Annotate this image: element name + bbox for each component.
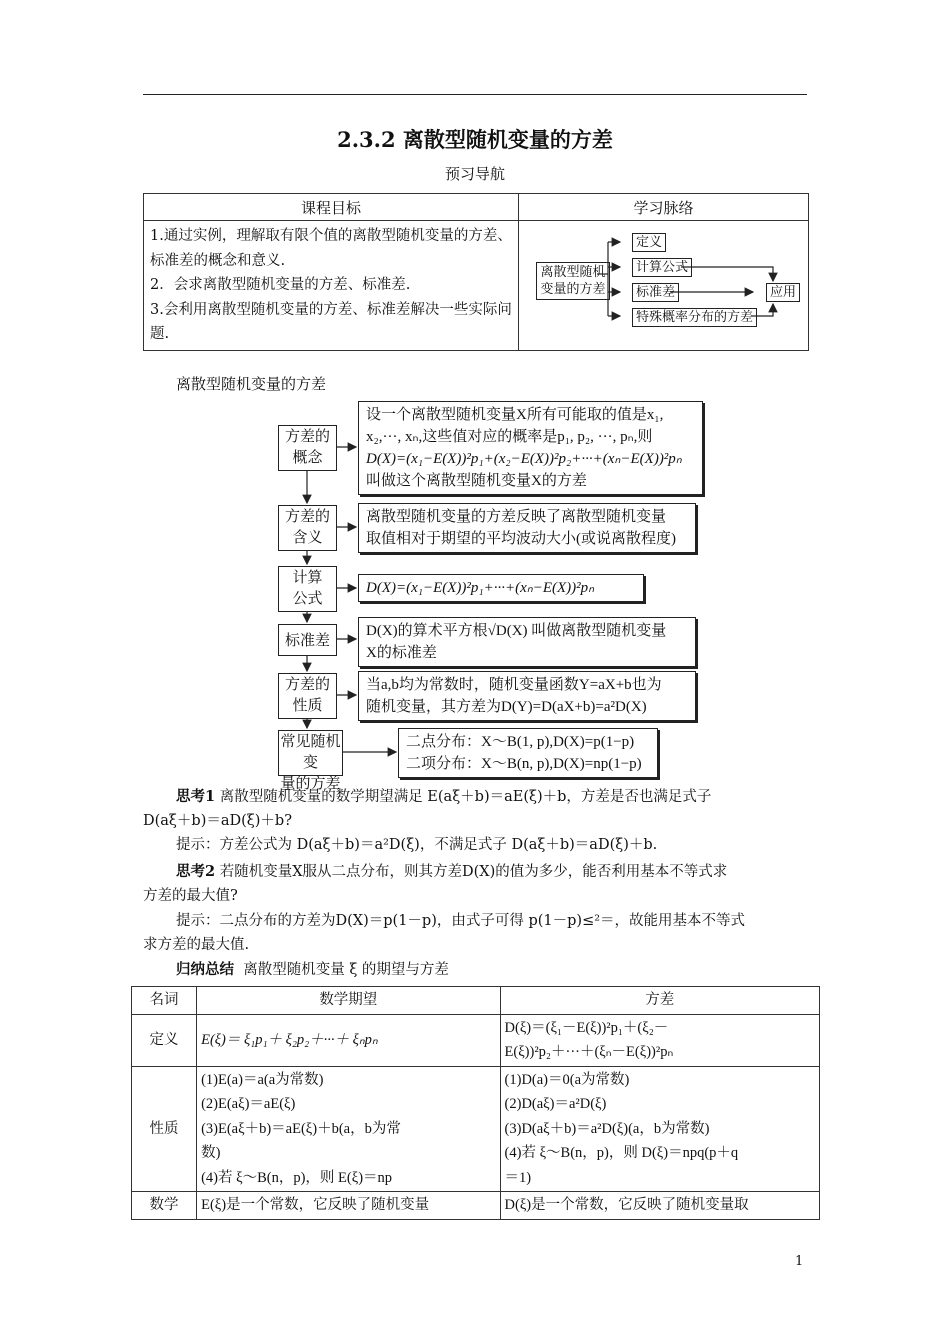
meaning-box: 离散型随机变量的方差反映了离散型随机变量 取值相对于期望的平均波动大小(或说离散程度): [358, 503, 696, 553]
table-row: 数学 E(ξ)是一个常数，它反映了随机变量 D(ξ)是一个常数，它反映了随机变量取: [132, 1192, 820, 1220]
concept-box: 设一个离散型随机变量X所有可能取的值是x₁, x₂,···, xₙ,这些值对应的概率是p₁, p₂, ···, pₙ,则 D(X)=(x₁−E(X))²p₁+(x₂−E(X))²p₂+···+(xₙ−E(X))²pₙ 叫做这个离散型随机变量X的方差: [358, 401, 703, 495]
flow-label-formula: 计算 公式: [278, 566, 337, 612]
flow-label-std: 标准差: [278, 624, 337, 656]
flow-label-common: 常见随机变 量的方差: [278, 730, 343, 776]
header-goals: 课程目标: [144, 194, 519, 221]
goal-3: 3.会利用离散型随机变量的方差、标准差解决一些实际问题.: [150, 301, 512, 342]
map-item-std: 标准差: [632, 283, 679, 302]
think1-hint: 提示：方差公式为 D(aξ＋b)＝a²D(ξ)，不满足式子 D(aξ＋b)＝aD(ξ)＋b.: [176, 837, 658, 853]
goal-1: 1.通过实例，理解取有限个值的离散型随机变量的方差、标准差的概念和意义.: [150, 228, 512, 269]
map-root: 离散型随机 变量的方差: [536, 262, 610, 300]
think2-question: 思考2 若随机变量X服从二点分布，则其方差D(X)的值为多少，能否利用基本不等式求 方差的最大值?: [143, 863, 728, 904]
std-box: D(X)的算术平方根√D(X) 叫做离散型随机变量 X的标准差: [358, 617, 696, 667]
page-number: 1: [795, 1254, 804, 1269]
summary-table: [131, 986, 820, 1220]
col-header-term: 名词: [132, 987, 197, 1015]
formula-box: D(X)=(x₁−E(X))²p₁+···+(xₙ−E(X))²pₙ: [358, 574, 644, 602]
flow-label-concept: 方差的 概念: [278, 425, 337, 471]
col-header-expectation: 数学期望: [197, 987, 500, 1015]
summary-heading: 归纳总结 离散型随机变量 ξ 的期望与方差: [176, 961, 449, 978]
col-header-variance: 方差: [500, 987, 819, 1015]
table-row: 定义 E(ξ)＝ ξ₁p₁＋ ξ₂p₂＋···＋ ξₙpₙ D(ξ)＝(ξ₁－E(ξ))²p₁＋(ξ₂－ E(ξ))²p₂＋···＋(ξₙ－E(ξ))²pₙ: [132, 1014, 820, 1066]
header-map: 学习脉络: [519, 194, 809, 221]
property-box: 当a,b均为常数时，随机变量函数Y=aX+b也为 随机变量，其方差为D(Y)=D(aX+b)=a²D(X): [358, 671, 696, 721]
think2-hint: 提示：二点分布的方差为D(X)＝p(1－p)，由式子可得 p(1－p)≤²＝，故能用基本不等式 求方差的最大值.: [143, 913, 746, 953]
table-row: 性质 (1)E(a)＝a(a为常数) (2)E(aξ)＝aE(ξ) (3)E(aξ＋b)＝aE(ξ)＋b(a，b为常 数) (4)若 ξ～B(n，p)，则 E(ξ)＝np (1)D(a)＝0(a为常数) (2)D(aξ)＝a²D(ξ) (3)D(aξ＋b)＝a²D(ξ)(a，b为常数) (4)若 ξ～B(n，p)，则 D(ξ)＝npq(p＋q ＝1): [132, 1066, 820, 1192]
goal-2: 2．会求离散型随机变量的方差、标准差.: [150, 277, 411, 293]
map-app: 应用: [766, 283, 800, 302]
page-subtitle: 预习导航: [444, 165, 505, 183]
page-title: 2.3.2 离散型随机变量的方差: [337, 127, 613, 152]
flow-label-property: 方差的 性质: [278, 673, 337, 719]
map-item-definition: 定义: [632, 233, 666, 252]
think1-question: 思考1 离散型随机变量的数学期望满足 E(aξ＋b)＝aE(ξ)＋b，方差是否也满足式子 D(aξ＋b)＝aD(ξ)＋b?: [143, 788, 712, 829]
section-label: 离散型随机变量的方差: [176, 375, 327, 393]
common-box: 二点分布：X～B(1, p),D(X)=p(1−p) 二项分布：X～B(n, p),D(X)=np(1−p): [398, 728, 658, 778]
flow-label-meaning: 方差的 含义: [278, 505, 337, 551]
map-item-formula: 计算公式: [632, 258, 692, 277]
map-item-special: 特殊概率分布的方差: [632, 308, 757, 327]
